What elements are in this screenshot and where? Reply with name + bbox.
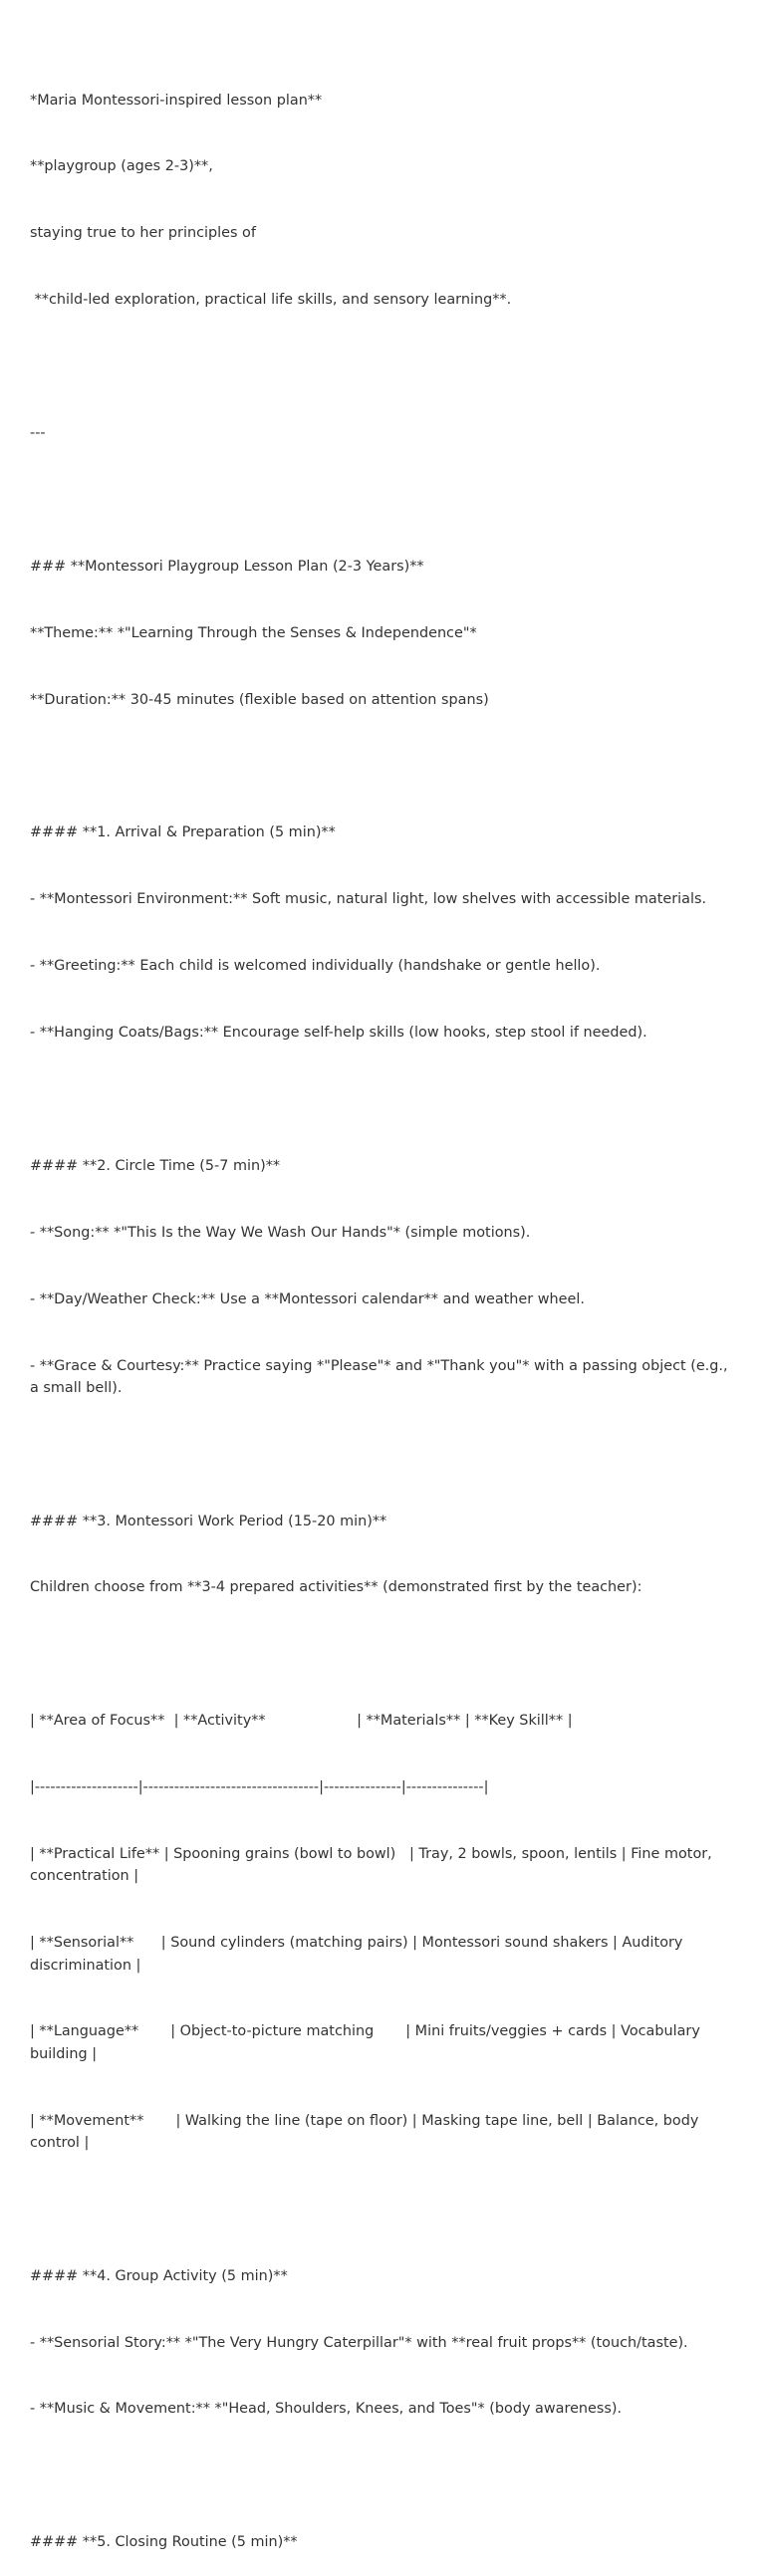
blank-line <box>30 756 737 778</box>
section-heading-closing: #### **5. Closing Routine (5 min)** <box>30 2534 298 2551</box>
horizontal-rule: --- <box>30 425 46 442</box>
table-row: | **Language** | Object-to-picture matching | Mini fruits/veggies + cards | Vocabulary building | <box>30 2023 705 2062</box>
blank-line <box>30 1088 737 1110</box>
work-period-intro: Children choose from **3-4 prepared activities** (demonstrated first by the teacher): <box>30 1579 642 1596</box>
blank-line <box>30 2464 737 2486</box>
intro-line-1: *Maria Montessori-inspired lesson plan** <box>30 92 323 109</box>
blank-line <box>30 1444 737 1466</box>
intro-line-3: staying true to her principles of <box>30 225 256 242</box>
blank-line <box>30 489 737 511</box>
list-item: - **Day/Weather Check:** Use a **Montessori calendar** and weather wheel. <box>30 1290 585 1307</box>
document-body <box>30 45 737 2576</box>
table-separator-row: |--------------------|----------------------------------|---------------|---------------| <box>30 1779 489 1796</box>
theme-line: **Theme:** *"Learning Through the Senses & Independence"* <box>30 624 477 641</box>
section-heading-circle-time: #### **2. Circle Time (5-7 min)** <box>30 1157 281 1174</box>
list-item: - **Music & Movement:** *"Head, Shoulders, Knees, and Toes"* (body awareness). <box>30 2401 623 2418</box>
table-row: | **Movement** | Walking the line (tape on floor) | Masking tape line, bell | Balance, body control | <box>30 2112 703 2151</box>
blank-line <box>30 355 737 377</box>
section-heading-arrival: #### **1. Arrival & Preparation (5 min)** <box>30 824 336 841</box>
intro-line-2: **playgroup (ages 2-3)**, <box>30 158 213 175</box>
plan-heading: ### **Montessori Playgroup Lesson Plan (2-3 Years)** <box>30 558 424 575</box>
list-item: - **Song:** *"This Is the Way We Wash Our Hands"* (simple motions). <box>30 1224 531 1241</box>
table-header-row: | **Area of Focus** | **Activity** | **Materials** | **Key Skill** | <box>30 1713 573 1730</box>
list-item: - **Hanging Coats/Bags:** Encourage self-help skills (low hooks, step stool if needed). <box>30 1025 647 1042</box>
list-item: - **Montessori Environment:** Soft music, natural light, low shelves with accessible materials. <box>30 891 707 908</box>
blank-line <box>30 2199 737 2221</box>
table-row: | **Sensorial** | Sound cylinders (matching pairs) | Montessori sound shakers | Auditory discrimination | <box>30 1935 688 1974</box>
list-item: - **Greeting:** Each child is welcomed individually (handshake or gentle hello). <box>30 958 601 975</box>
duration-line: **Duration:** 30-45 minutes (flexible based on attention spans) <box>30 691 489 708</box>
list-item: - **Sensorial Story:** *"The Very Hungry Caterpillar"* with **real fruit props** (touch/taste). <box>30 2334 688 2351</box>
blank-line <box>30 1643 737 1665</box>
intro-line-4: **child-led exploration, practical life skills, and sensory learning**. <box>30 292 512 309</box>
section-heading-group-activity: #### **4. Group Activity (5 min)** <box>30 2267 288 2284</box>
table-row: | **Practical Life** | Spooning grains (bowl to bowl) | Tray, 2 bowls, spoon, lentils | Fine motor, concentration | <box>30 1846 717 1885</box>
list-item: - **Grace & Courtesy:** Practice saying *"Please"* and *"Thank you"* with a passing object (e.g., a small bell). <box>30 1357 733 1396</box>
section-heading-work-period: #### **3. Montessori Work Period (15-20 min)** <box>30 1513 387 1529</box>
